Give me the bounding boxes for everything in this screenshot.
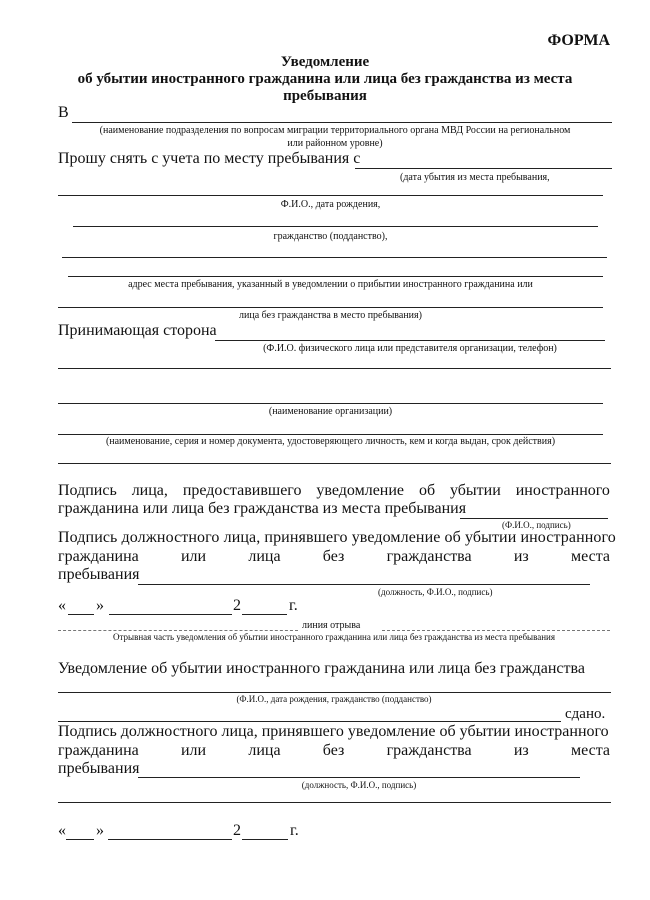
official-signature-line1: Подпись должностного лица, принявшего уведомление об убытии иностранного — [58, 529, 616, 546]
tearoff-official-caption: (должность, Ф.И.О., подпись) — [301, 780, 417, 790]
host-document-field-2[interactable] — [58, 463, 611, 464]
tear-line-right — [382, 630, 610, 631]
word: предоставившего — [182, 482, 302, 499]
address-field-1[interactable] — [62, 257, 607, 258]
year-field[interactable] — [242, 614, 287, 615]
address-caption-line2: лица без гражданства в место пребывания) — [239, 310, 422, 321]
tearoff-submitted-label: сдано. — [565, 706, 606, 722]
word: или — [180, 742, 207, 759]
official-signature-line2 — [58, 548, 610, 566]
official-signature-field[interactable] — [138, 584, 590, 585]
tear-off-caption: Отрывная часть уведомления об убытии иностранного гражданина или лица без гражданства из места пребывания — [113, 632, 555, 642]
day-field[interactable] — [68, 614, 94, 615]
word: лица, — [131, 482, 168, 499]
host-document-caption: (наименование, серия и номер документа, удостоверяющего личность, кем и когда выдан, срок действия) — [105, 436, 556, 447]
word: гражданина — [58, 548, 139, 565]
word: или — [180, 548, 207, 565]
word: уведомление — [316, 482, 405, 499]
year-prefix: 2 — [233, 597, 241, 614]
month-field[interactable] — [109, 614, 232, 615]
request-text: Прошу снять с учета по месту пребывания с — [58, 150, 361, 167]
tearoff-official-line2 — [58, 742, 610, 760]
applicant-signature-line1 — [58, 482, 610, 500]
official-signature-caption: (должность, Ф.И.О., подпись) — [378, 587, 493, 597]
word: об — [418, 482, 436, 499]
date-open-quote: « — [58, 597, 66, 614]
word: Подпись — [58, 482, 117, 499]
date-close-quote: » — [96, 597, 104, 614]
word: места — [570, 548, 610, 565]
word: убытии — [450, 482, 501, 499]
tearoff-submitted-field[interactable] — [58, 721, 561, 722]
word: лица — [248, 742, 281, 759]
tearoff-official-line3: пребывания — [58, 760, 140, 777]
year-suffix: г. — [289, 597, 298, 614]
word: гражданина — [58, 742, 139, 759]
host-person-caption: (Ф.И.О. физического лица или представителя организации, телефон) — [263, 343, 557, 354]
word: места — [570, 742, 610, 759]
word: из — [513, 742, 529, 759]
fio-birthdate-field[interactable] — [58, 195, 603, 196]
departure-date-caption: (дата убытия из места пребывания, — [400, 172, 550, 183]
tearoff-fio-caption: (Ф.И.О., дата рождения, гражданство (подданство) — [236, 694, 432, 704]
departure-date-field[interactable] — [355, 168, 612, 169]
citizenship-caption: гражданство (подданство), — [273, 231, 388, 242]
tear-line-left — [58, 630, 298, 631]
host-label: Принимающая сторона — [58, 322, 217, 339]
department-field[interactable] — [72, 122, 612, 123]
date2-close-quote: » — [96, 822, 104, 839]
address-field-2[interactable] — [68, 276, 603, 277]
day2-field[interactable] — [66, 839, 94, 840]
host-document-field[interactable] — [58, 434, 603, 435]
year2-suffix: г. — [290, 822, 299, 839]
month2-field[interactable] — [108, 839, 232, 840]
year2-field[interactable] — [242, 839, 288, 840]
document-title-line2: об убытии иностранного гражданина или лица без гражданства из места — [77, 71, 573, 87]
word: без — [322, 742, 345, 759]
address-field-3[interactable] — [58, 307, 603, 308]
document-title-line3: пребывания — [283, 88, 367, 104]
department-caption-line2: или районном уровне) — [287, 138, 383, 149]
word: гражданства — [386, 548, 472, 565]
word: иностранного — [515, 482, 610, 499]
citizenship-field[interactable] — [73, 226, 598, 227]
word: без — [322, 548, 345, 565]
host-extra-field[interactable] — [58, 368, 611, 369]
department-caption-line1: (наименование подразделения по вопросам миграции территориального органа МВД России на региональном — [99, 125, 571, 136]
applicant-signature-caption: (Ф.И.О., подпись) — [502, 520, 571, 530]
host-organization-field[interactable] — [58, 403, 603, 404]
tearoff-official-line1: Подпись должностного лица, принявшего уведомление об убытии иностранного — [58, 723, 609, 740]
official-signature-line3: пребывания — [58, 566, 140, 583]
word: гражданства — [386, 742, 472, 759]
year2-prefix: 2 — [233, 822, 241, 839]
to-prefix: В — [58, 104, 69, 121]
tearoff-title: Уведомление об убытии иностранного гражданина или лица без гражданства — [58, 660, 585, 677]
tearoff-extra-field[interactable] — [58, 802, 611, 803]
word: из — [513, 548, 529, 565]
form-label: ФОРМА — [547, 32, 610, 49]
tear-line-label: линия отрыва — [302, 620, 361, 631]
date2-open-quote: « — [58, 822, 66, 839]
word: лица — [248, 548, 281, 565]
address-caption-line1: адрес места пребывания, указанный в уведомлении о прибытии иностранного гражданина или — [128, 279, 533, 290]
applicant-signature-field[interactable] — [460, 518, 608, 519]
tearoff-official-signature-field[interactable] — [138, 777, 580, 778]
host-organization-caption: (наименование организации) — [268, 406, 393, 417]
tearoff-fio-field[interactable] — [58, 692, 611, 693]
applicant-signature-line2: гражданина или лица без гражданства из места пребывания — [58, 500, 467, 517]
document-title-line1: Уведомление — [280, 54, 370, 70]
host-person-field[interactable] — [215, 340, 605, 341]
fio-birthdate-caption: Ф.И.О., дата рождения, — [280, 199, 381, 210]
